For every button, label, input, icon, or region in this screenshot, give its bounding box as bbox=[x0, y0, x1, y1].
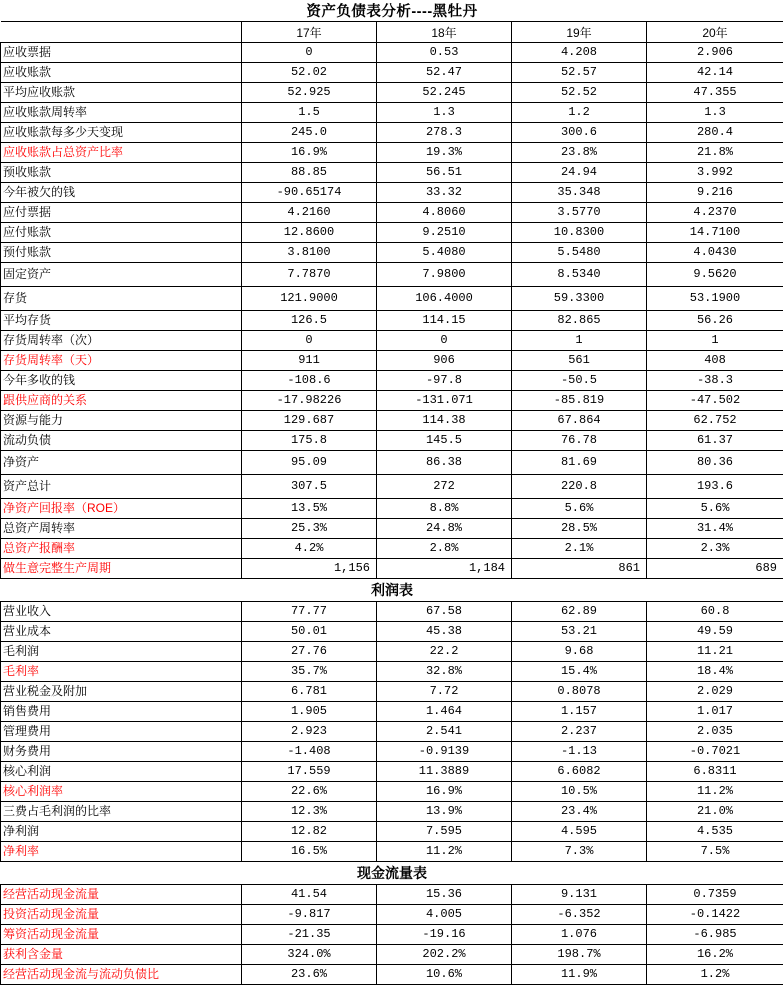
row-label: 营业收入 bbox=[1, 602, 242, 622]
cell-value: 7.5% bbox=[647, 842, 783, 862]
cell-value: -108.6 bbox=[242, 371, 377, 391]
row-label: 营业成本 bbox=[1, 622, 242, 642]
cell-value: 9.2510 bbox=[377, 223, 512, 243]
row-label: 筹资活动现金流量 bbox=[1, 925, 242, 945]
cell-value: 52.57 bbox=[512, 63, 647, 83]
row-label: 资产总计 bbox=[1, 475, 242, 499]
table-row bbox=[1, 499, 783, 519]
row-label: 应收账款占总资产比率 bbox=[1, 143, 242, 163]
cell-value: 13.9% bbox=[377, 802, 512, 822]
cell-value: 4.208 bbox=[512, 43, 647, 63]
cell-value: 16.2% bbox=[647, 945, 783, 965]
table-row bbox=[1, 742, 783, 762]
cell-value: 911 bbox=[242, 351, 377, 371]
row-label: 存货 bbox=[1, 287, 242, 311]
cell-value: 1,156 bbox=[242, 559, 377, 579]
cell-value: 53.1900 bbox=[647, 287, 783, 311]
row-label: 资源与能力 bbox=[1, 411, 242, 431]
column-header-year: 18年 bbox=[377, 22, 512, 43]
cell-value: 2.923 bbox=[242, 722, 377, 742]
row-label: 营业税金及附加 bbox=[1, 682, 242, 702]
table-row bbox=[1, 223, 783, 243]
cell-value: 81.69 bbox=[512, 451, 647, 475]
cell-value: 106.4000 bbox=[377, 287, 512, 311]
cell-value: 121.9000 bbox=[242, 287, 377, 311]
cell-value: 10.8300 bbox=[512, 223, 647, 243]
table-row bbox=[1, 662, 783, 682]
cell-value: 5.5480 bbox=[512, 243, 647, 263]
cell-value: 12.82 bbox=[242, 822, 377, 842]
column-header-row bbox=[1, 22, 783, 43]
cell-value: 4.595 bbox=[512, 822, 647, 842]
cell-value: -90.65174 bbox=[242, 183, 377, 203]
row-label: 固定资产 bbox=[1, 263, 242, 287]
cell-value: 80.36 bbox=[647, 451, 783, 475]
cell-value: 41.54 bbox=[242, 885, 377, 905]
cell-value: 16.9% bbox=[377, 782, 512, 802]
cell-value: 45.38 bbox=[377, 622, 512, 642]
cell-value: 408 bbox=[647, 351, 783, 371]
row-label: 核心利润率 bbox=[1, 782, 242, 802]
cell-value: 5.4080 bbox=[377, 243, 512, 263]
cell-value: 11.21 bbox=[647, 642, 783, 662]
cell-value: 1,184 bbox=[377, 559, 512, 579]
row-label: 净资产回报率（ROE） bbox=[1, 499, 242, 519]
table-row bbox=[1, 842, 783, 862]
cell-value: 52.925 bbox=[242, 83, 377, 103]
row-label: 管理费用 bbox=[1, 722, 242, 742]
row-label: 获利含金量 bbox=[1, 945, 242, 965]
cell-value: 1.2 bbox=[512, 103, 647, 123]
cell-value: 2.237 bbox=[512, 722, 647, 742]
cell-value: 1 bbox=[647, 331, 783, 351]
cell-value: 15.4% bbox=[512, 662, 647, 682]
cell-value: 2.906 bbox=[647, 43, 783, 63]
table-row bbox=[1, 43, 783, 63]
cell-value: 62.752 bbox=[647, 411, 783, 431]
column-header-year: 19年 bbox=[512, 22, 647, 43]
cell-value: 62.89 bbox=[512, 602, 647, 622]
cell-value: 47.355 bbox=[647, 83, 783, 103]
cell-value: 3.5770 bbox=[512, 203, 647, 223]
column-header-year: 17年 bbox=[242, 22, 377, 43]
section-header-title: 利润表 bbox=[1, 579, 783, 602]
row-label: 平均应收账款 bbox=[1, 83, 242, 103]
cell-value: 0.53 bbox=[377, 43, 512, 63]
table-row bbox=[1, 263, 783, 287]
cell-value: 67.58 bbox=[377, 602, 512, 622]
row-label: 跟供应商的关系 bbox=[1, 391, 242, 411]
cell-value: 12.8600 bbox=[242, 223, 377, 243]
row-label: 三费占毛利润的比率 bbox=[1, 802, 242, 822]
table-row bbox=[1, 822, 783, 842]
table-row bbox=[1, 539, 783, 559]
cell-value: -6.352 bbox=[512, 905, 647, 925]
row-label: 今年被欠的钱 bbox=[1, 183, 242, 203]
table-row bbox=[1, 885, 783, 905]
cell-value: -47.502 bbox=[647, 391, 783, 411]
table-row bbox=[1, 702, 783, 722]
row-label: 预收账款 bbox=[1, 163, 242, 183]
cell-value: 21.0% bbox=[647, 802, 783, 822]
table-row bbox=[1, 351, 783, 371]
cell-value: 175.8 bbox=[242, 431, 377, 451]
cell-value: 114.15 bbox=[377, 311, 512, 331]
cell-value: -21.35 bbox=[242, 925, 377, 945]
cell-value: 1.3 bbox=[377, 103, 512, 123]
cell-value: 2.3% bbox=[647, 539, 783, 559]
cell-value: -0.1422 bbox=[647, 905, 783, 925]
cell-value: 52.02 bbox=[242, 63, 377, 83]
cell-value: 11.2% bbox=[377, 842, 512, 862]
cell-value: 9.131 bbox=[512, 885, 647, 905]
table-row bbox=[1, 143, 783, 163]
row-label: 存货周转率（次） bbox=[1, 331, 242, 351]
table-row bbox=[1, 311, 783, 331]
cell-value: -50.5 bbox=[512, 371, 647, 391]
table-row bbox=[1, 243, 783, 263]
cell-value: 1.157 bbox=[512, 702, 647, 722]
cell-value: 28.5% bbox=[512, 519, 647, 539]
cell-value: 23.4% bbox=[512, 802, 647, 822]
table-row bbox=[1, 103, 783, 123]
table-row bbox=[1, 411, 783, 431]
cell-value: 8.5340 bbox=[512, 263, 647, 287]
table-row bbox=[1, 287, 783, 311]
cell-value: -0.7021 bbox=[647, 742, 783, 762]
cell-value: -38.3 bbox=[647, 371, 783, 391]
cell-value: 16.9% bbox=[242, 143, 377, 163]
row-label: 毛利润 bbox=[1, 642, 242, 662]
cell-value: 689 bbox=[647, 559, 783, 579]
cell-value: 59.3300 bbox=[512, 287, 647, 311]
table-row bbox=[1, 722, 783, 742]
cell-value: 13.5% bbox=[242, 499, 377, 519]
cell-value: 2.035 bbox=[647, 722, 783, 742]
cell-value: 4.2370 bbox=[647, 203, 783, 223]
table-body bbox=[1, 0, 783, 985]
table-row bbox=[1, 682, 783, 702]
cell-value: 82.865 bbox=[512, 311, 647, 331]
row-label: 毛利率 bbox=[1, 662, 242, 682]
table-row bbox=[1, 123, 783, 143]
cell-value: 198.7% bbox=[512, 945, 647, 965]
cell-value: 8.8% bbox=[377, 499, 512, 519]
column-header-year: 20年 bbox=[647, 22, 783, 43]
row-label: 核心利润 bbox=[1, 762, 242, 782]
cell-value: 0 bbox=[242, 331, 377, 351]
cell-value: 77.77 bbox=[242, 602, 377, 622]
table-row bbox=[1, 203, 783, 223]
cell-value: 272 bbox=[377, 475, 512, 499]
table-row bbox=[1, 331, 783, 351]
table-row bbox=[1, 602, 783, 622]
cell-value: 906 bbox=[377, 351, 512, 371]
cell-value: 22.6% bbox=[242, 782, 377, 802]
cell-value: 5.6% bbox=[647, 499, 783, 519]
cell-value: 14.7100 bbox=[647, 223, 783, 243]
cell-value: 245.0 bbox=[242, 123, 377, 143]
cell-value: 16.5% bbox=[242, 842, 377, 862]
table-row bbox=[1, 431, 783, 451]
section-header-row bbox=[1, 862, 783, 885]
cell-value: 24.8% bbox=[377, 519, 512, 539]
cell-value: 0.8078 bbox=[512, 682, 647, 702]
cell-value: 22.2 bbox=[377, 642, 512, 662]
table-row bbox=[1, 451, 783, 475]
section-header-title: 现金流量表 bbox=[1, 862, 783, 885]
cell-value: 21.8% bbox=[647, 143, 783, 163]
cell-value: 1.464 bbox=[377, 702, 512, 722]
row-label: 经营活动现金流与流动负债比 bbox=[1, 965, 242, 985]
row-label: 存货周转率（天） bbox=[1, 351, 242, 371]
table-row bbox=[1, 475, 783, 499]
cell-value: 10.5% bbox=[512, 782, 647, 802]
row-label: 总资产周转率 bbox=[1, 519, 242, 539]
cell-value: 9.68 bbox=[512, 642, 647, 662]
cell-value: 11.2% bbox=[647, 782, 783, 802]
cell-value: 4.535 bbox=[647, 822, 783, 842]
cell-value: 193.6 bbox=[647, 475, 783, 499]
cell-value: -6.985 bbox=[647, 925, 783, 945]
table-row bbox=[1, 622, 783, 642]
cell-value: 52.47 bbox=[377, 63, 512, 83]
cell-value: 3.8100 bbox=[242, 243, 377, 263]
cell-value: 67.864 bbox=[512, 411, 647, 431]
cell-value: -17.98226 bbox=[242, 391, 377, 411]
row-label: 销售费用 bbox=[1, 702, 242, 722]
cell-value: 9.5620 bbox=[647, 263, 783, 287]
cell-value: 6.8311 bbox=[647, 762, 783, 782]
cell-value: 23.6% bbox=[242, 965, 377, 985]
cell-value: 25.3% bbox=[242, 519, 377, 539]
row-label: 应收账款周转率 bbox=[1, 103, 242, 123]
cell-value: 11.9% bbox=[512, 965, 647, 985]
cell-value: 56.51 bbox=[377, 163, 512, 183]
cell-value: 18.4% bbox=[647, 662, 783, 682]
cell-value: 6.6082 bbox=[512, 762, 647, 782]
cell-value: 52.52 bbox=[512, 83, 647, 103]
row-label: 净资产 bbox=[1, 451, 242, 475]
cell-value: 60.8 bbox=[647, 602, 783, 622]
cell-value: 2.541 bbox=[377, 722, 512, 742]
row-label: 预付账款 bbox=[1, 243, 242, 263]
table-row bbox=[1, 391, 783, 411]
cell-value: 7.3% bbox=[512, 842, 647, 862]
cell-value: 86.38 bbox=[377, 451, 512, 475]
cell-value: 7.595 bbox=[377, 822, 512, 842]
cell-value: -1.408 bbox=[242, 742, 377, 762]
table-row bbox=[1, 802, 783, 822]
cell-value: 307.5 bbox=[242, 475, 377, 499]
row-label: 财务费用 bbox=[1, 742, 242, 762]
cell-value: 6.781 bbox=[242, 682, 377, 702]
row-label: 做生意完整生产周期 bbox=[1, 559, 242, 579]
row-label: 应收票据 bbox=[1, 43, 242, 63]
cell-value: 1.3 bbox=[647, 103, 783, 123]
cell-value: 35.7% bbox=[242, 662, 377, 682]
table-row bbox=[1, 83, 783, 103]
row-label: 应付票据 bbox=[1, 203, 242, 223]
row-label: 总资产报酬率 bbox=[1, 539, 242, 559]
cell-value: 1.076 bbox=[512, 925, 647, 945]
page-title: 资产负债表分析----黑牡丹 bbox=[1, 0, 783, 22]
row-label: 应收账款 bbox=[1, 63, 242, 83]
cell-value: 42.14 bbox=[647, 63, 783, 83]
cell-value: 7.7870 bbox=[242, 263, 377, 287]
cell-value: 0.7359 bbox=[647, 885, 783, 905]
cell-value: 114.38 bbox=[377, 411, 512, 431]
cell-value: 2.8% bbox=[377, 539, 512, 559]
row-label: 净利润 bbox=[1, 822, 242, 842]
section-header-row bbox=[1, 579, 783, 602]
cell-value: 31.4% bbox=[647, 519, 783, 539]
row-label: 应收账款每多少天变现 bbox=[1, 123, 242, 143]
cell-value: 1.5 bbox=[242, 103, 377, 123]
row-label: 投资活动现金流量 bbox=[1, 905, 242, 925]
cell-value: -19.16 bbox=[377, 925, 512, 945]
cell-value: 0 bbox=[377, 331, 512, 351]
cell-value: 7.72 bbox=[377, 682, 512, 702]
cell-value: 17.559 bbox=[242, 762, 377, 782]
cell-value: 278.3 bbox=[377, 123, 512, 143]
cell-value: 2.1% bbox=[512, 539, 647, 559]
row-label: 今年多收的钱 bbox=[1, 371, 242, 391]
cell-value: 0 bbox=[242, 43, 377, 63]
cell-value: 56.26 bbox=[647, 311, 783, 331]
cell-value: 27.76 bbox=[242, 642, 377, 662]
cell-value: 1 bbox=[512, 331, 647, 351]
cell-value: 561 bbox=[512, 351, 647, 371]
row-label: 平均存货 bbox=[1, 311, 242, 331]
cell-value: 76.78 bbox=[512, 431, 647, 451]
table-row bbox=[1, 63, 783, 83]
cell-value: 5.6% bbox=[512, 499, 647, 519]
row-label: 净利率 bbox=[1, 842, 242, 862]
cell-value: 4.005 bbox=[377, 905, 512, 925]
column-header-label bbox=[1, 22, 242, 43]
table-row bbox=[1, 762, 783, 782]
cell-value: 4.2% bbox=[242, 539, 377, 559]
cell-value: 19.3% bbox=[377, 143, 512, 163]
cell-value: 88.85 bbox=[242, 163, 377, 183]
cell-value: 324.0% bbox=[242, 945, 377, 965]
cell-value: 10.6% bbox=[377, 965, 512, 985]
table-row bbox=[1, 925, 783, 945]
cell-value: 33.32 bbox=[377, 183, 512, 203]
cell-value: -131.071 bbox=[377, 391, 512, 411]
cell-value: 35.348 bbox=[512, 183, 647, 203]
cell-value: 4.8060 bbox=[377, 203, 512, 223]
table-row bbox=[1, 519, 783, 539]
row-label: 经营活动现金流量 bbox=[1, 885, 242, 905]
cell-value: 2.029 bbox=[647, 682, 783, 702]
table-row bbox=[1, 905, 783, 925]
cell-value: 220.8 bbox=[512, 475, 647, 499]
cell-value: 12.3% bbox=[242, 802, 377, 822]
cell-value: 15.36 bbox=[377, 885, 512, 905]
cell-value: 23.8% bbox=[512, 143, 647, 163]
cell-value: 126.5 bbox=[242, 311, 377, 331]
cell-value: 280.4 bbox=[647, 123, 783, 143]
table-row bbox=[1, 945, 783, 965]
table-title-row bbox=[1, 0, 783, 22]
cell-value: -9.817 bbox=[242, 905, 377, 925]
cell-value: 3.992 bbox=[647, 163, 783, 183]
cell-value: 1.905 bbox=[242, 702, 377, 722]
table-row bbox=[1, 559, 783, 579]
table-row bbox=[1, 183, 783, 203]
cell-value: -1.13 bbox=[512, 742, 647, 762]
cell-value: 202.2% bbox=[377, 945, 512, 965]
cell-value: -97.8 bbox=[377, 371, 512, 391]
cell-value: 95.09 bbox=[242, 451, 377, 475]
cell-value: -0.9139 bbox=[377, 742, 512, 762]
cell-value: 24.94 bbox=[512, 163, 647, 183]
cell-value: 9.216 bbox=[647, 183, 783, 203]
cell-value: 53.21 bbox=[512, 622, 647, 642]
table-row bbox=[1, 782, 783, 802]
cell-value: -85.819 bbox=[512, 391, 647, 411]
cell-value: 11.3889 bbox=[377, 762, 512, 782]
table-row bbox=[1, 163, 783, 183]
cell-value: 50.01 bbox=[242, 622, 377, 642]
cell-value: 300.6 bbox=[512, 123, 647, 143]
cell-value: 145.5 bbox=[377, 431, 512, 451]
cell-value: 7.9800 bbox=[377, 263, 512, 287]
cell-value: 129.687 bbox=[242, 411, 377, 431]
cell-value: 861 bbox=[512, 559, 647, 579]
table-row bbox=[1, 642, 783, 662]
row-label: 流动负债 bbox=[1, 431, 242, 451]
cell-value: 49.59 bbox=[647, 622, 783, 642]
cell-value: 32.8% bbox=[377, 662, 512, 682]
cell-value: 1.017 bbox=[647, 702, 783, 722]
table-row bbox=[1, 965, 783, 985]
cell-value: 52.245 bbox=[377, 83, 512, 103]
cell-value: 1.2% bbox=[647, 965, 783, 985]
table-row bbox=[1, 371, 783, 391]
row-label: 应付账款 bbox=[1, 223, 242, 243]
cell-value: 61.37 bbox=[647, 431, 783, 451]
cell-value: 4.2160 bbox=[242, 203, 377, 223]
cell-value: 4.0430 bbox=[647, 243, 783, 263]
